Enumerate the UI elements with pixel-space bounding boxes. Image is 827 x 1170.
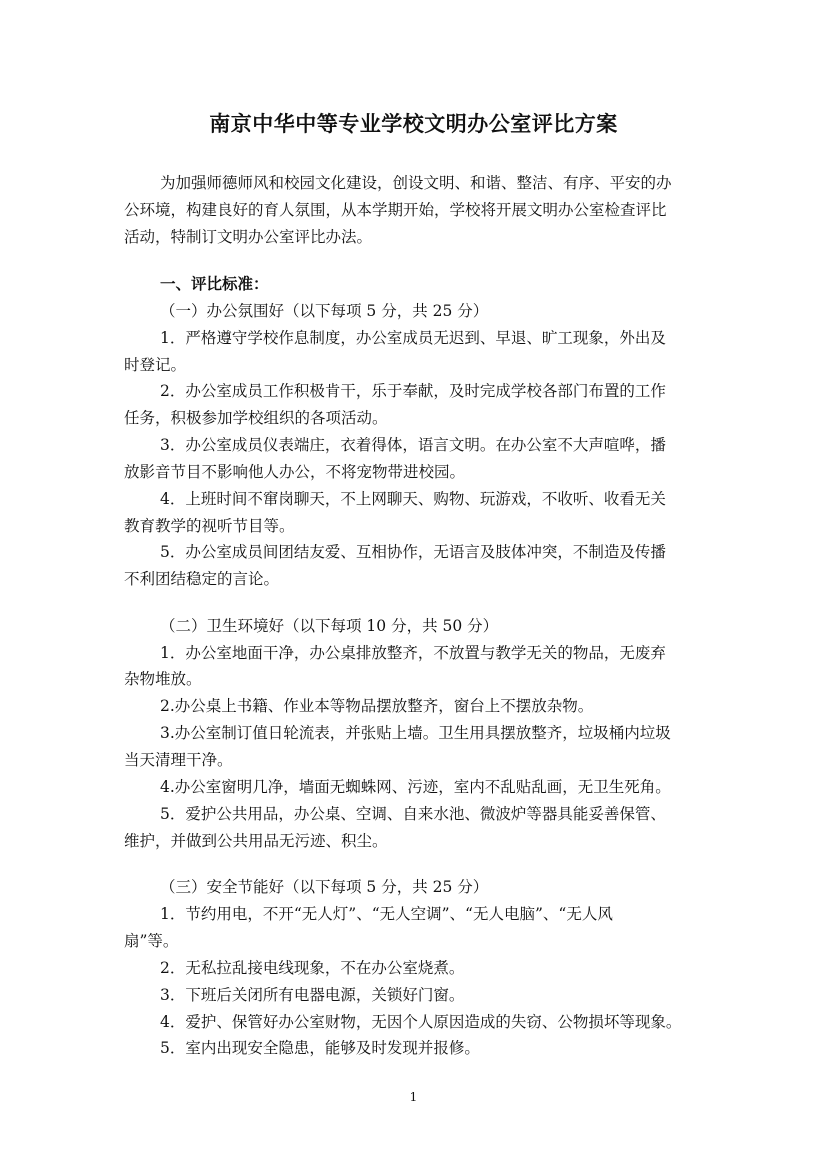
part1-line: 放影音节目不影响他人办公，不将宠物带进校园。 <box>124 463 466 481</box>
intro-line: 为加强师德师风和校园文化建设，创设文明、和谐、整洁、有序、平安的办 <box>160 174 672 192</box>
part1-line: 不利团结稳定的言论。 <box>124 570 280 588</box>
part3-line: 扇”等。 <box>124 932 179 950</box>
part2-line: 维护，并做到公共用品无污迹、积尘。 <box>124 832 388 850</box>
part1-line: 4．上班时间不窜岗聊天，不上网聊天、购物、玩游戏，不收听、收看无关 <box>160 490 666 508</box>
part3-heading: （三）安全节能好（以下每项 5 分，共 25 分） <box>160 878 489 896</box>
part2-line: 杂物堆放。 <box>124 670 202 688</box>
part3-line: 5．室内出现安全隐患，能够及时发现并报修。 <box>160 1039 480 1057</box>
part3-line: 1．节约用电，不开“无人灯”、“无人空调”、“无人电脑”、“无人风 <box>160 905 613 923</box>
part2-line: 当天清理干净。 <box>124 751 233 769</box>
part1-line: 任务，积极参加学校组织的各项活动。 <box>124 409 388 427</box>
part2-line: 5．爱护公共用品，办公桌、空调、自来水池、微波炉等器具能妥善保管、 <box>160 805 666 823</box>
part3-line: 3．下班后关闭所有电器电源，关锁好门窗。 <box>160 986 465 1004</box>
part2-line: 2.办公桌上书籍、作业本等物品摆放整齐，窗台上不摆放杂物。 <box>160 697 594 715</box>
part1-line: 5．办公室成员间团结友爱、互相协作，无语言及肢体冲突，不制造及传播 <box>160 543 666 561</box>
intro-line: 公环境，构建良好的育人氛围，从本学期开始，学校将开展文明办公室检查评比 <box>124 201 667 219</box>
section-heading: 一、评比标准： <box>160 274 269 293</box>
part3-line: 2．无私拉乱接电线现象，不在办公室烧煮。 <box>160 959 465 977</box>
part1-line: 3．办公室成员仪表端庄，衣着得体，语言文明。在办公室不大声喧哗，播 <box>160 436 666 454</box>
part1-line: 教育教学的视听节目等。 <box>124 517 295 535</box>
part3-line: 4．爱护、保管好办公室财物，无因个人原因造成的失窃、公物损坏等现象。 <box>160 1013 682 1031</box>
page-number: 1 <box>409 1090 418 1104</box>
document-title: 南京中华中等专业学校文明办公室评比方案 <box>209 111 618 136</box>
part1-line: 1．严格遵守学校作息制度，办公室成员无迟到、早退、旷工现象，外出及 <box>160 329 666 347</box>
part2-line: 3.办公室制订值日轮流表，并张贴上墙。卫生用具摆放整齐，垃圾桶内垃圾 <box>160 724 671 742</box>
part1-line: 时登记。 <box>124 356 187 374</box>
intro-line: 活动，特制订文明办公室评比办法。 <box>124 228 373 246</box>
part1-line: 2．办公室成员工作积极肯干，乐于奉献，及时完成学校各部门布置的工作 <box>160 382 666 400</box>
part2-line: 1．办公室地面干净，办公桌排放整齐，不放置与教学无关的物品，无废弃 <box>160 644 666 662</box>
part2-line: 4.办公室窗明几净，墙面无蜘蛛网、污迹，室内不乱贴乱画，无卫生死角。 <box>160 778 671 796</box>
part2-heading: （二）卫生环境好（以下每项 10 分，共 50 分） <box>160 617 499 635</box>
part1-heading: （一）办公氛围好（以下每项 5 分，共 25 分） <box>160 302 489 320</box>
